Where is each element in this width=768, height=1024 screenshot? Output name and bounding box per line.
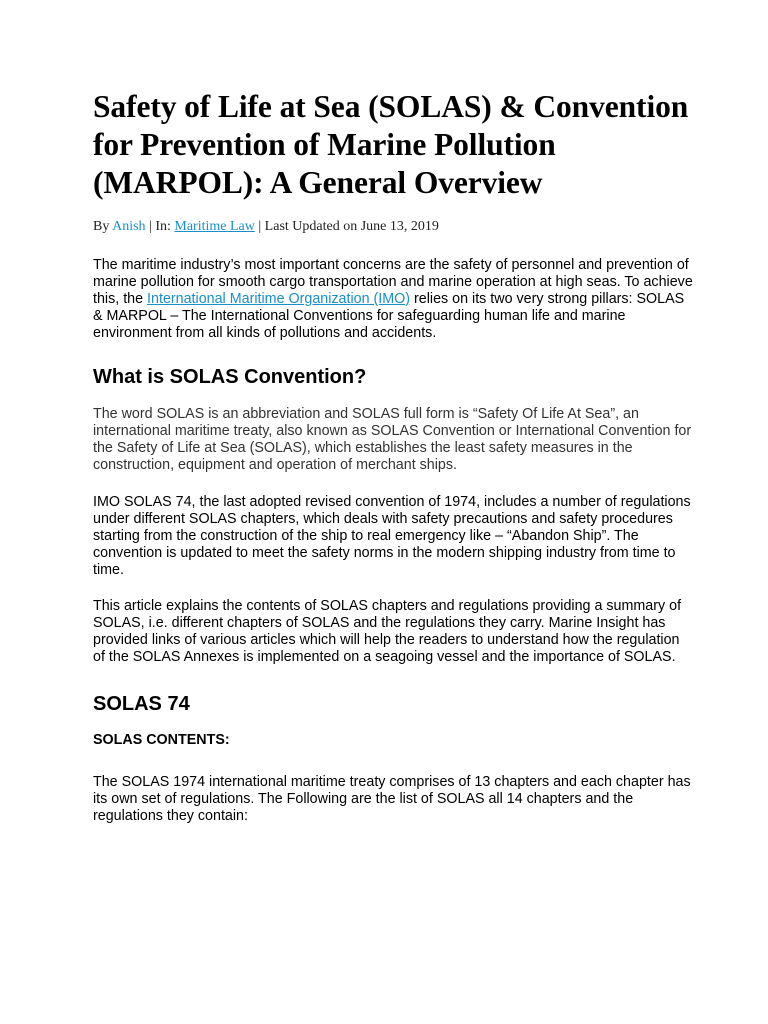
solas-contents-heading: SOLAS CONTENTS: (93, 732, 230, 748)
intro-text-2: relies on its two very strong pillars: SOLAS & MARPOL – The International Conventions for safeguarding human life and marine environment from all kinds of pollutions and accidents. (93, 291, 685, 341)
byline-updated: | Last Updated on June 13, 2019 (254, 219, 439, 234)
section-heading-solas-convention: What is SOLAS Convention? (93, 366, 367, 388)
solas-74-paragraph: IMO SOLAS 74, the last adopted revised convention of 1974, includes a number of regulations under different SOLAS chapters, which deals with safety precautions and safety procedures starting from the construction of the ship to real emergency like – “Abandon Ship”. The convention is updated to meet the safety norms in the modern shipping industry from time to time. (93, 494, 691, 578)
imo-link[interactable]: International Maritime Organization (IMO) (147, 291, 411, 307)
intro-text-1: The maritime industry’s most important concerns are the safety of personnel and prevention of marine pollution for smooth cargo transportation and marine operation at high seas. To achieve this, the (93, 257, 693, 307)
article-title: Safety of Life at Sea (SOLAS) & Convention for Prevention of Marine Pollution (MARPOL): A General Overview (93, 89, 689, 200)
category-link[interactable]: Maritime Law (174, 219, 255, 234)
solas-chapters-paragraph: The SOLAS 1974 international maritime treaty comprises of 13 chapters and each chapter has its own set of regulations. The Following are the list of SOLAS all 14 chapters and the regulations they contain: (93, 774, 691, 824)
solas-definition-paragraph: The word SOLAS is an abbreviation and SOLAS full form is “Safety Of Life At Sea”, an international maritime treaty, also known as SOLAS Convention or International Convention for the Safety of Life at Sea (SOLAS), which establishes the least safety measures in the construction, equipment and operation of merchant ships. (93, 406, 692, 473)
section-heading-solas-74: SOLAS 74 (93, 693, 190, 715)
article (93, 88, 693, 825)
article-explanation-paragraph: This article explains the contents of SOLAS chapters and regulations providing a summary of SOLAS, i.e. different chapters of SOLAS and the regulations they carry. Marine Insight has provided links of various articles which will help the readers to understand how the regulation of the SOLAS Annexes is implemented on a seagoing vessel and the importance of SOLAS. (93, 598, 682, 665)
author-link[interactable]: Anish (112, 219, 146, 234)
byline (93, 218, 693, 236)
byline-in: | In: (145, 219, 175, 234)
byline-by: By (93, 219, 113, 234)
intro-paragraph (93, 257, 693, 342)
